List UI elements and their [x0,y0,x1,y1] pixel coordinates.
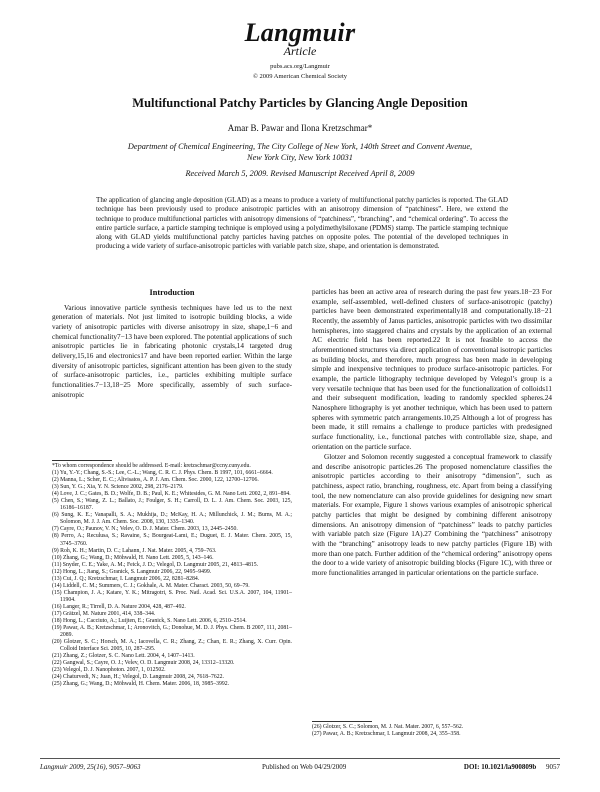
footnote-list-right [312,724,552,738]
footnote-reference: (16) Langer, R.; Tirrell, D. A. Nature 2004, 428, 487–492. [52,603,186,610]
footnote-reference: (9) Roh, K. H.; Martin, D. C.; Lahann, J. Nat. Mater. 2005, 4, 759–763. [52,547,217,554]
journal-logo: Langmuir [244,18,356,47]
footnote-reference: (5) Chen, S.; Wang, Z. L.; Ballato, J.; Foulger, S. H.; Carroll, D. L. J. Am. Chem. Soc. 2003, 125, 16186–16187. [52,498,292,512]
footnotes-right [312,724,552,738]
footnote-reference: (12) Hong, L.; Jiang, S.; Granick, S. Langmuir 2006, 22, 9495–9499. [52,568,212,575]
abstract: The application of glancing angle deposition (GLAD) as a means to produce a variety of multifunctional patchy particles is reported. The GLAD technique has been previously used to produce anisotropic particles with an anisotropy dimension of “patchiness”. Here, we extend the technique to produce multifunctional particles with anisotropy dimensions of “patchiness”, “branching”, and “chemical ordering”. To access the entire particle surface, a particle stamping technique is employed using a polydimethylsiloxane (PDMS) stamp. The particle stamping technique along with GLAD yields multifunctional patchy particles having patches on opposite poles. The potential of the developed techniques in producing a wide variety of surface-anisotropic particles with variable patch size, shape, and orientation is demonstrated. [96,196,508,251]
footnote-reference: (3) Sun, Y. G.; Xia, Y. N. Science 2002, 298, 2176–2179. [52,484,184,491]
footnote-reference: (23) Velegol, D. J. Nanophoton. 2007, 1, 012502. [52,667,166,674]
footnote-reference: (2) Manna, L.; Scher, E. C.; Alivisatos, A. P. J. Am. Chem. Soc. 2000, 122, 12700–12706. [52,477,259,484]
footnote-reference: (24) Chaturvedi, N.; Juan, H.; Velegol, D. Langmuir 2008, 24, 7618–7622. [52,674,224,681]
footnote-reference: (13) Cui, J. Q.; Kretzschmar, I. Langmuir 2006, 22, 8281–8284. [52,575,200,582]
affiliation-line-1: Department of Chemical Engineering, The City College of New York, 140th Street and Convent Avenue, [127,142,473,151]
footnote-list-left [52,463,292,689]
footnote-rule-right [312,721,372,722]
article-type-label: Article [283,44,317,58]
footer-right [464,763,560,771]
footer-citation: Langmuir 2009, 25(16), 9057–9063 [40,763,141,771]
intro-paragraph-1: Various innovative particle synthesis techniques have led us to the next generation of materials. Not just limited to isotropic building blocks, a wide variety of anisotropic particles with diverse anisotropy in size, shape,1−6 and chemical functionality7−13 have been explored. The potential applications of such anisotropic particles lie in fabricating photonic crystals,14 targeted drug delivery,15,16 and electronics17 and have been reported earlier. Within the large diversity of anisotropic particles, significant attention has been given to the study of surface-anisotropic particles, i.e., particles exhibiting multiple surface functionalities.7−13,18−25 More specifically, assembly of such surface-anisotropic [52,303,292,399]
section-heading-introduction: Introduction [149,288,195,297]
intro-paragraph-continued: particles has been an active area of research during the past few years.18−23 For example, self-assembled, well-defined clusters of surface-anisotropic (patchy) particles have been demonstrated experimentally18 and computationally.18−21 Recently, the assembly of Janus particles, anisotropic particles with two dissimilar hemispheres, into staggered chains and crystals by the application of an external AC electric field has been reported.22 It is not feasible to access the aforementioned structures via direct application of conventional isotropic particles as building blocks, and therefore, much progress has been made in developing simple and inexpensive techniques to produce surface-anisotropic particles. For example, the particle lithography technique developed by Velegol’s group is a very versatile technique that has been used for the functionalization of colloids11 and their subsequent modification, leading to randomly speckled spheres.24 Nanosphere lithography is yet another technique, which has been used to pattern spheres with symmetric patch arrangements.10,25 Although a lot of progress has been made, it still remains a challenge to produce particles with predesigned surface functionality, i.e., functional patches with controllable size, shape, and orientation on the particle surface. [312,288,552,451]
journal-url[interactable]: pubs.acs.org/Langmuir [270,63,330,70]
footer-doi[interactable]: DOI: 10.1021/la900809b [463,763,537,771]
footnote-reference: (17) Grätzel, M. Nature 2001, 414, 338–344. [52,610,156,617]
footnote-reference: (25) Zhang, G.; Wang, D.; Möhwald, H. Chem. Mater. 2006, 18, 3985–3992. [52,681,230,688]
author-line: Amar B. Pawar and Ilona Kretzschmar* [227,123,373,133]
right-column [312,288,552,579]
footnote-reference: (14) Liddell, C. M.; Summers, C. J.; Gokhale, A. M. Mater. Charact. 2003, 50, 69–79. [52,582,250,589]
footer-page-number: 9057 [546,763,560,771]
footnote-reference: (11) Snyder, C. E.; Yake, A. M.; Feick, J. D.; Velegol, D. Langmuir 2005, 21, 4813–4815. [52,561,259,568]
journal-masthead [0,20,600,80]
footnote-reference: (27) Pawar, A. B.; Kretzschmar, I. Langmuir 2008, 24, 355–358. [312,731,461,738]
footnote-reference: (15) Champion, J. A.; Katare, Y. K.; Mitragotri, S. Proc. Natl. Acad. Sci. U.S.A. 2007, 104, 11901–11904. [52,589,292,603]
footnote-reference: (1) Yu, Y.-Y.; Chang, S.-S.; Lee, C.-L.; Wang, C. R. C. J. Phys. Chem. B 1997, 101, 6661–6664. [52,470,273,477]
footnote-reference: (22) Gangwal, S.; Cayre, O. J.; Velev, O. D. Langmuir 2008, 24, 13312–13320. [52,660,235,667]
footer-published: Published on Web 04/29/2009 [262,763,347,771]
affiliation [70,142,530,163]
footnote-reference: (26) Glotzer, S. C.; Solomon, M. J. Nat. Mater. 2007, 6, 557–562. [312,724,464,730]
footnote-reference: (19) Pawar, A. B.; Kretzschmar, I.; Aronovitch, G.; Donohue, M. D. J. Phys. Chem. B 2007, 111, 2081–2089. [52,625,292,639]
page-footer [40,758,560,771]
footnote-reference: (6) Sung, K. E.; Vanapalli, S. A.; Mukhija, D.; McKay, H. A.; Millunchick, J. M.; Burns, M. A.; Solomon, M. J. J. Am. Chem. Soc. 2008, 130, 1335–1340. [52,512,292,526]
footnote-reference: (7) Cayre, O.; Paunov, V. N.; Velev, O. D. J. Mater. Chem. 2003, 13, 2445–2450. [52,526,238,533]
footnote-reference: *To whom correspondence should be addressed. E-mail: kretzschmar@ccny.cuny.edu. [52,463,251,469]
footnote-reference: (4) Love, J. C.; Gates, B. D.; Wolfe, D. B.; Paul, K. E.; Whitesides, G. M. Nano Lett. 2002, 2, 891–894. [52,491,291,498]
affiliation-line-2: New York City, New York 10031 [247,152,353,162]
footnote-reference: (10) Zhang, G.; Wang, D.; Möhwald, H. Nano Lett. 2005, 5, 143–146. [52,554,214,561]
footnote-reference: (21) Zhang, Z.; Glotzer, S. C. Nano Lett. 2004, 4, 1407–1413. [52,653,195,660]
received-dates: Received March 5, 2009. Revised Manuscript Received April 8, 2009 [185,169,415,178]
footnotes-left [52,463,292,689]
footnote-rule-left [52,460,112,461]
intro-paragraph-2: Glotzer and Solomon recently suggested a conceptual framework to classify and describe anisotropic particles.26 The proposed nomenclature classifies the anisotropic particles according to their anisotropy “dimension”, such as patchiness, aspect ratio, branching, roughness, etc. Apart from being a classifying tool, the new nomenclature can also provide guidelines for designing new smart materials. For example, Figure 1 shows various examples of anisotropic spherical patchy particles that might be designed by combining different anisotropy dimensions. An anisotropy dimension of “patchiness” leads to patchy particles with variable patch size (Figure 1A).27 Combining the “patchiness” anisotropy with the “branching” anisotropy leads to new patchy particles (Figure 1B) with more than one patch. Further addition of the “chemical ordering” anisotropy opens the door to a wide variety of anisotropic building blocks (Figure 1C), with three or more functionalities arranged in particular orientations on the particle surface. [312,453,552,578]
footnote-reference: (18) Hong, L.; Cacciuto, A.; Luijten, E.; Granick, S. Nano Lett. 2006, 6, 2510–2514. [52,618,247,625]
footnote-reference: (8) Perro, A.; Reculusa, S.; Ravaine, S.; Bourgeat-Lami, E.; Duguet, E. J. Mater. Chem. 2005, 15, 3745–3760. [52,533,292,547]
article-title: Multifunctional Patchy Particles by Glancing Angle Deposition [132,96,468,110]
left-column [52,288,292,400]
footnote-reference: (20) Glotzer, S. C.; Horsch, M. A.; Iacovella, C. R.; Zhang, Z.; Chan, E. R.; Zhang, X. Curr. Opin. Colloid Interface Sci. 2005, 10, 287–295. [52,639,292,653]
copyright-line: © 2009 American Chemical Society [252,73,348,80]
